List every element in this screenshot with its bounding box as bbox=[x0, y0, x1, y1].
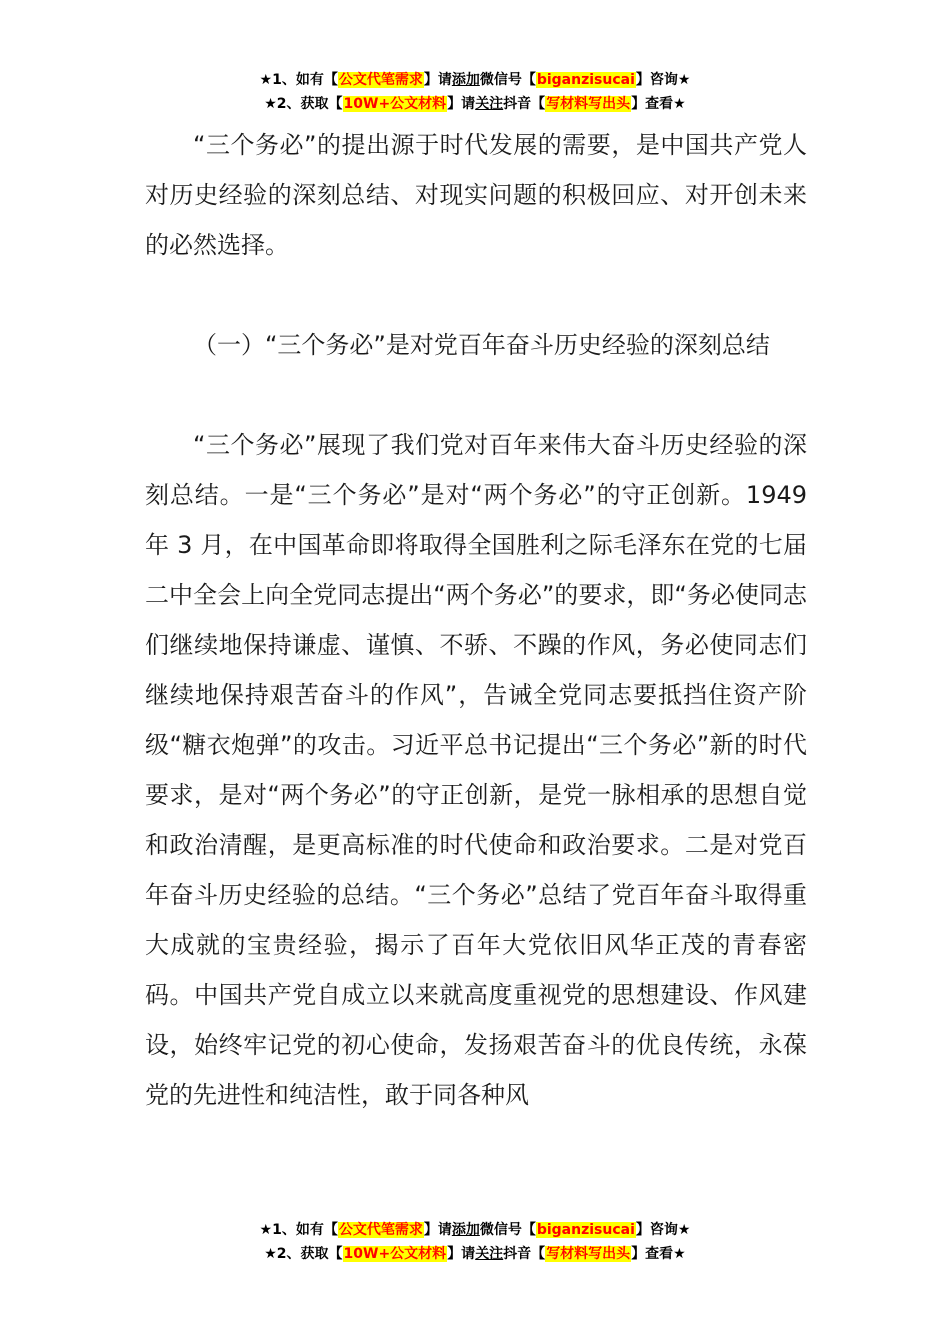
paragraph-body: “三个务必”展现了我们党对百年来伟大奋斗历史经验的深刻总结。一是“三个务必”是对“两个务必”的守正创新。1949 年 3 月，在中国革命即将取得全国胜利之际毛泽东在党的七届二中全会上向全党同志提出“两个务必”的要求，即“务必使同志们继续地保持谦虚、谨慎、不骄、不躁的作风，务必使同志们继续地保持艰苦奋斗的作风”，告诫全党同志要抵挡住资产阶级“糖衣炮弹”的攻击。习近平总书记提出“三个务必”新的时代要求，是对“两个务必”的守正创新，是党一脉相承的思想自觉和政治清醒，是更高标准的时代使命和政治要求。二是对党百年奋斗历史经验的总结。“三个务必”总结了党百年奋斗取得重大成就的宝贵经验，揭示了百年大党依旧风华正茂的青春密码。中国共产党自成立以来就高度重视党的思想建设、作风建设，始终牢记党的初心使命，发扬艰苦奋斗的优良传统，永葆党的先进性和纯洁性，敢于同各种风 bbox=[145, 431, 807, 1109]
banner-highlight: 10W+公文材料 bbox=[343, 1246, 447, 1262]
paragraph-gap bbox=[145, 370, 807, 420]
banner-line-1: ★1、如有【公文代笔需求】请添加微信号【biganzisucai】咨询★ bbox=[259, 1222, 691, 1238]
banner-line-2: ★2、获取【10W+公文材料】请关注抖音【写材料写出头】查看★ bbox=[264, 96, 686, 112]
banner-highlight: 10W+公文材料 bbox=[343, 96, 447, 112]
banner-line-2: ★2、获取【10W+公文材料】请关注抖音【写材料写出头】查看★ bbox=[264, 1246, 686, 1262]
banner-highlight: 公文代笔需求 bbox=[338, 1222, 423, 1238]
paragraph-intro: “三个务必”的提出源于时代发展的需要，是中国共产党人对历史经验的深刻总结、对现实问题的积极回应、对开创未来的必然选择。 bbox=[145, 131, 807, 259]
banner-highlight: 写材料写出头 bbox=[546, 1246, 631, 1262]
header-banner bbox=[0, 68, 950, 116]
banner-highlight: biganzisucai bbox=[536, 72, 635, 88]
document-body bbox=[145, 120, 807, 1120]
banner-highlight: 写材料写出头 bbox=[546, 96, 631, 112]
footer-banner bbox=[0, 1218, 950, 1266]
paragraph-gap bbox=[145, 270, 807, 320]
banner-highlight: biganzisucai bbox=[536, 1222, 635, 1238]
banner-highlight: 公文代笔需求 bbox=[338, 72, 423, 88]
section-heading: （一）“三个务必”是对党百年奋斗历史经验的深刻总结 bbox=[193, 331, 770, 359]
banner-line-1: ★1、如有【公文代笔需求】请添加微信号【biganzisucai】咨询★ bbox=[259, 72, 691, 88]
